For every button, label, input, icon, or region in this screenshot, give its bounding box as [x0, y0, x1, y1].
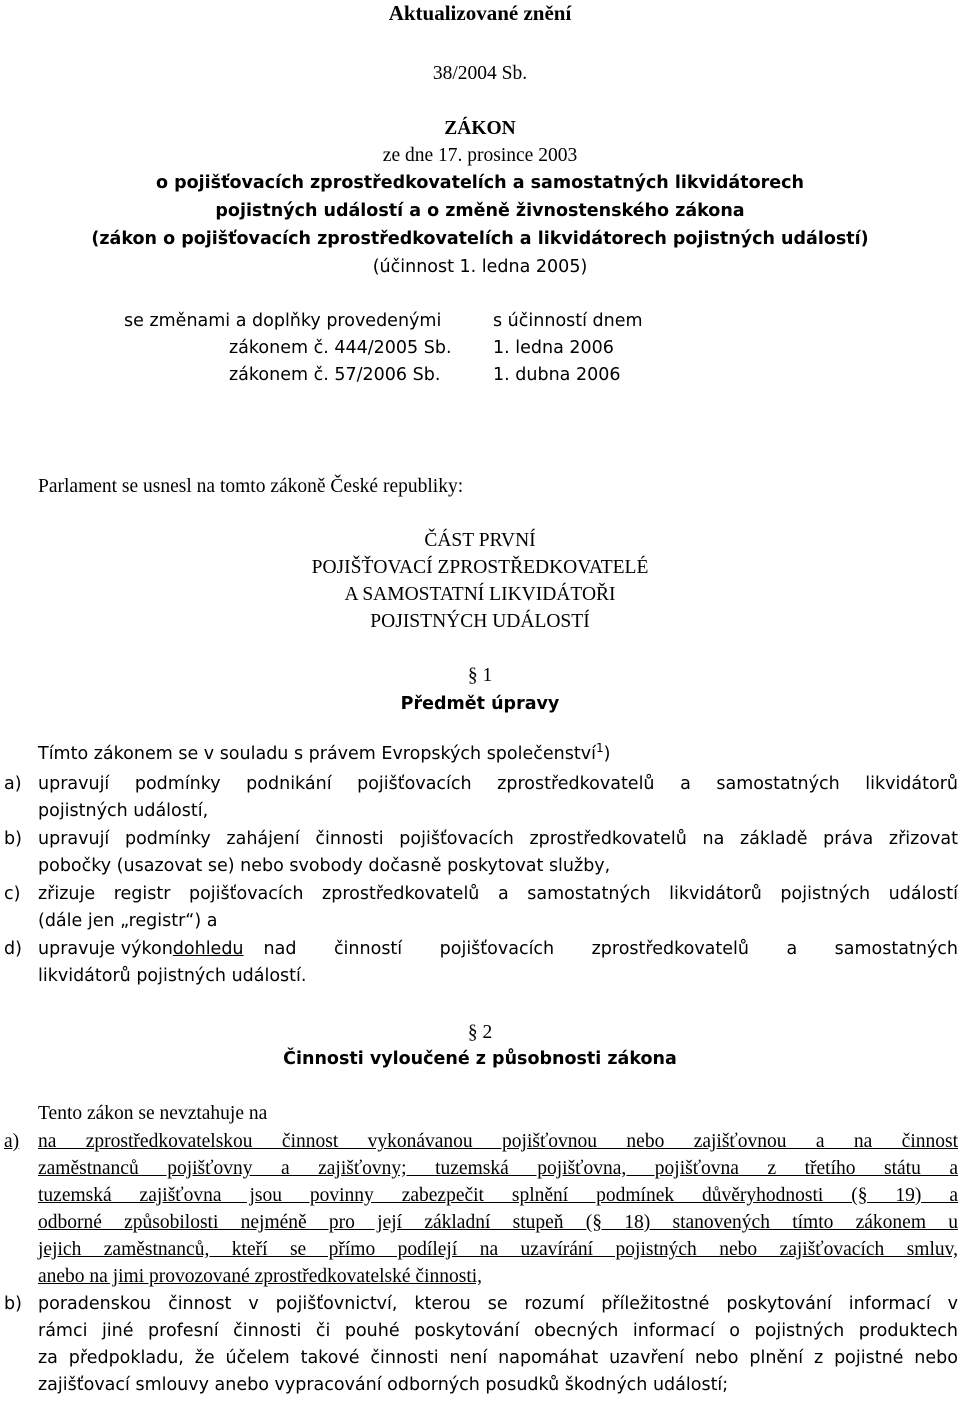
section-2-item-a: a) na zprostředkovatelskou činnost vykonávanou pojišťovnou nebo zajišťovnou a na činnost zaměstnanců pojišťovny a zajišťovny; tuzemská pojišťovna, pojišťovna z třetího státu a tuzemská zajišťovna jsou povinny zabezpečit splnění podmínek důvěryhodnosti (§ 19) a odborné způsobilosti nejméně pro její základní stupeň (§ 18) stanovených tímto zákonem u jejich zaměstnanců, kteří se přímo podílejí na uzavírání pojistných nebo zajišťovacích smluv, anebo na jimi provozované zprostředkovatelské činnosti,: [0, 1128, 960, 1290]
amendment-date-2: 1. dubna 2006: [493, 365, 621, 385]
section-1-intro: Tímto zákonem se v souladu s právem Evropských společenství$^1$): [38, 741, 611, 764]
section-symbol: §: [467, 1022, 478, 1043]
item-label: b): [4, 829, 22, 849]
item-label: c): [4, 884, 21, 904]
part-line-2: POJIŠŤOVACÍ ZPROSTŘEDKOVATELÉ: [311, 557, 649, 578]
part-line-3: A SAMOSTATNÍ LIKVIDÁTOŘI: [344, 584, 616, 605]
amendment-law-2: zákonem č. 57/2006 Sb.: [229, 365, 441, 385]
law-name-line-1: o pojišťovacích zprostředkovatelích a samostatných likvidátorech: [156, 173, 804, 193]
section-2-title: Činnosti vyloučené z působnosti zákona: [283, 1049, 677, 1069]
section-2-item-b: b) poradenskou činnost v pojišťovnictví, kterou se rozumí příležitostné poskytování informací v rámci jiné profesní činnosti či pouhé poskytování obecných informací o pojistných produktech za předpokladu, že účelem takové činnosti není napomáhat uzavření nebo plnění z pojistné nebo zajišťovací smlouvy anebo vypracování odborných posudků škodných událostí;: [0, 1291, 960, 1399]
section-symbol: §: [467, 665, 478, 686]
law-name-line-3: (zákon o pojišťovacích zprostředkovatelích a likvidátorech pojistných událostí): [91, 229, 869, 249]
section-2-heading: [0, 1019, 960, 1046]
item-label: a): [4, 774, 22, 794]
section-1-item-d: d) upravuje výkon dohledu nad činností pojišťovacích zprostředkovatelů a samostatných likvidátorů pojistných událostí.: [0, 936, 960, 990]
section-1-heading: [0, 662, 960, 689]
amendment-law-1: zákonem č. 444/2005 Sb.: [229, 338, 452, 358]
item-label: d): [4, 939, 22, 959]
section-number: 1: [482, 665, 493, 686]
law-name-line-2: pojistných událostí a o změně živnostenského zákona: [215, 201, 745, 221]
section-2-intro: Tento zákon se nevztahuje na: [38, 1103, 268, 1124]
amendments-intro: se změnami a doplňky provedenými: [124, 311, 442, 331]
section-1-title: Předmět úpravy: [400, 694, 560, 714]
law-effective: (účinnost 1. ledna 2005): [372, 257, 588, 277]
law-heading: ZÁKON: [444, 118, 516, 139]
law-date: ze dne 17. prosince 2003: [382, 145, 578, 166]
dohled-link[interactable]: dohledu: [172, 939, 244, 959]
footnote-ref[interactable]: 1: [595, 741, 604, 755]
amendment-date-1: 1. ledna 2006: [493, 338, 614, 358]
part-line-4: POJISTNÝCH UDÁLOSTÍ: [370, 611, 590, 632]
section-1-item-c: c) zřizuje registr pojišťovacích zprostředkovatelů a samostatných likvidátorů pojistných událostí (dále jen „registr“) a: [0, 881, 960, 935]
item-label: a): [4, 1131, 20, 1152]
item-label: b): [4, 1294, 22, 1314]
amendments-effect-header: s účinností dnem: [493, 311, 643, 331]
document-title: Aktualizované znění: [388, 1, 572, 25]
section-1-item-b: b) upravují podmínky zahájení činnosti pojišťovacích zprostředkovatelů na základě práva zřizovat pobočky (usazovat se) nebo svobody dočasně poskytovat služby,: [0, 826, 960, 880]
preamble: Parlament se usnesl na tomto zákoně České republiky:: [38, 476, 464, 497]
law-number: 38/2004 Sb.: [432, 63, 528, 84]
section-number: 2: [482, 1022, 493, 1043]
section-1-item-a: a) upravují podmínky podnikání pojišťovacích zprostředkovatelů a samostatných likvidátorů pojistných událostí,: [0, 771, 960, 825]
part-line-1: ČÁST PRVNÍ: [424, 530, 536, 551]
